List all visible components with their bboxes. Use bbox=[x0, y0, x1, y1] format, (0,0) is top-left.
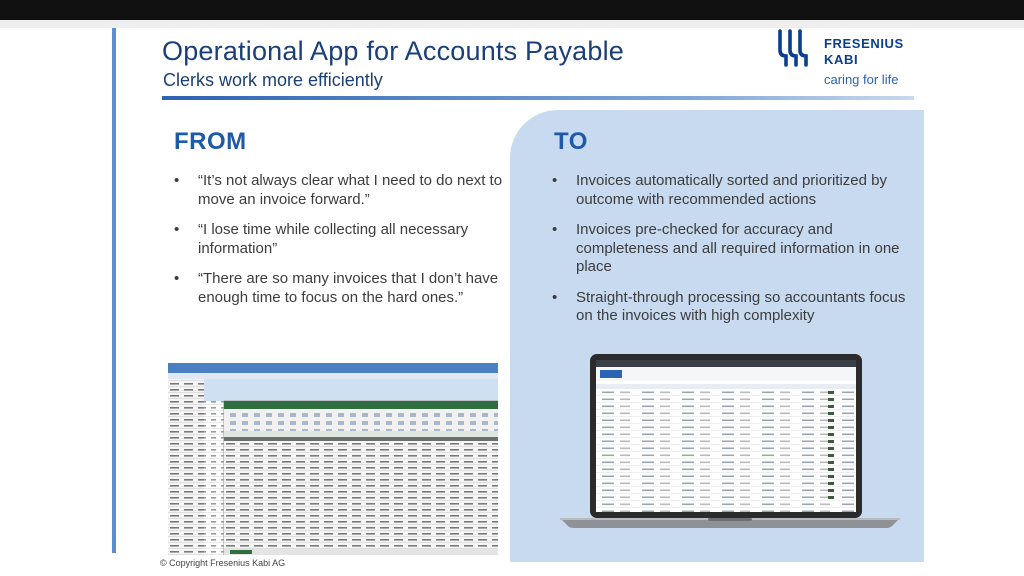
list-item bbox=[552, 289, 917, 326]
top-dark-strip bbox=[0, 0, 1024, 20]
to-bullet-text: Invoices pre-checked for accuracy and completeness and all required information in one place bbox=[576, 221, 900, 275]
to-heading: TO bbox=[554, 128, 588, 155]
from-heading: FROM bbox=[174, 128, 247, 155]
company-logo bbox=[776, 28, 916, 88]
logo-name-line1: FRESENIUS bbox=[824, 36, 904, 51]
list-item bbox=[174, 172, 514, 209]
to-bullet-text: Straight-through processing so accountants focus on the invoices with high complexity bbox=[576, 288, 906, 324]
list-item bbox=[174, 270, 514, 307]
from-bullet-list bbox=[174, 172, 514, 319]
to-bullet-list bbox=[552, 172, 917, 338]
bullet-glyph: • bbox=[552, 172, 558, 189]
bullet-glyph: • bbox=[174, 172, 180, 189]
slide-title: Operational App for Accounts Payable bbox=[162, 36, 624, 66]
slide-subtitle: Clerks work more efficiently bbox=[163, 70, 383, 90]
header-divider bbox=[162, 96, 914, 100]
copyright-notice: © Copyright Fresenius Kabi AG bbox=[160, 558, 286, 568]
top-light-strip bbox=[0, 20, 1024, 28]
from-bullet-text: “I lose time while collecting all necessary information” bbox=[198, 221, 469, 257]
bullet-glyph: • bbox=[552, 288, 558, 306]
spreadsheet-screenshot-icon bbox=[168, 363, 498, 555]
logo-name-line2: KABI bbox=[824, 52, 859, 67]
logo-tagline: caring for life bbox=[824, 72, 899, 87]
list-item bbox=[552, 172, 917, 209]
bullet-glyph: • bbox=[174, 270, 180, 287]
laptop-app-screenshot-icon bbox=[560, 354, 900, 530]
list-item bbox=[174, 221, 514, 258]
list-item bbox=[552, 221, 917, 277]
from-bullet-text: “It’s not always clear what I need to do next to move an invoice forward.” bbox=[198, 172, 503, 208]
to-bullet-text: Invoices automatically sorted and prioritized by outcome with recommended actions bbox=[576, 172, 887, 208]
left-accent-bar bbox=[112, 28, 116, 553]
bullet-glyph: • bbox=[174, 221, 180, 238]
bullet-glyph: • bbox=[552, 221, 558, 238]
slide bbox=[108, 28, 924, 576]
fresenius-kabi-logo-icon bbox=[776, 28, 816, 68]
from-bullet-text: “There are so many invoices that I don’t have enough time to focus on the hard ones.” bbox=[198, 270, 499, 306]
